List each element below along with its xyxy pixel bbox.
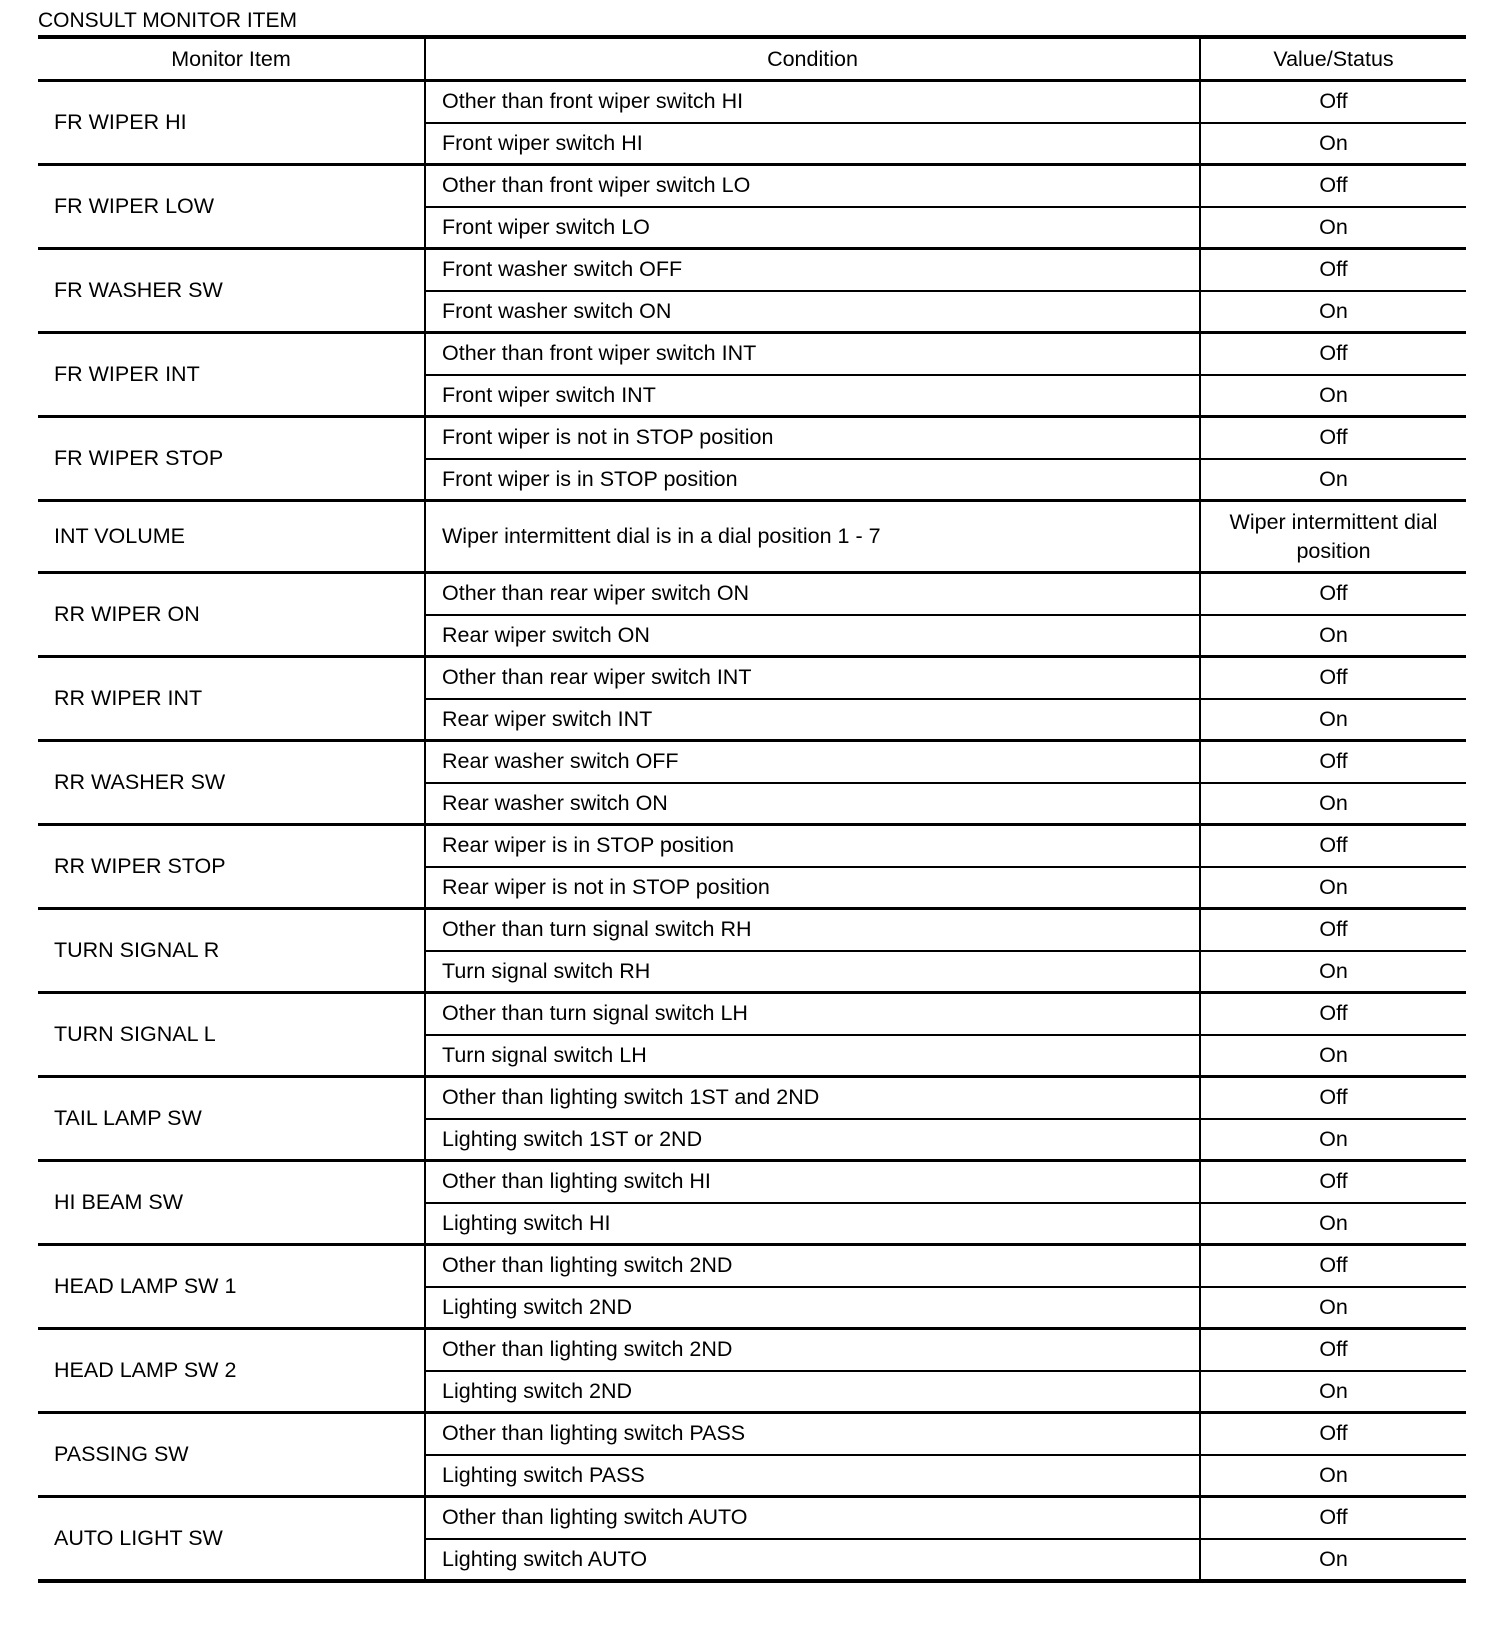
condition-cell: Lighting switch AUTO (425, 1539, 1200, 1581)
condition-cell: Lighting switch PASS (425, 1455, 1200, 1497)
value-status-cell: On (1200, 699, 1466, 741)
condition-cell: Other than turn signal switch LH (425, 993, 1200, 1035)
table-header-row (38, 37, 1466, 81)
monitor-item-cell: RR WIPER ON (38, 573, 425, 657)
condition-cell: Front washer switch OFF (425, 249, 1200, 291)
condition-cell: Other than turn signal switch RH (425, 909, 1200, 951)
value-status-cell: Off (1200, 165, 1466, 207)
condition-cell: Front wiper switch LO (425, 207, 1200, 249)
condition-cell: Turn signal switch RH (425, 951, 1200, 993)
table-row (38, 1413, 1466, 1455)
header-condition: Condition (425, 37, 1200, 81)
value-status-cell: Off (1200, 1245, 1466, 1287)
table-row (38, 333, 1466, 375)
condition-cell: Lighting switch HI (425, 1203, 1200, 1245)
table-row (38, 993, 1466, 1035)
condition-cell: Lighting switch 1ST or 2ND (425, 1119, 1200, 1161)
monitor-item-cell: FR WIPER LOW (38, 165, 425, 249)
condition-cell: Other than lighting switch 2ND (425, 1329, 1200, 1371)
monitor-item-cell: RR WIPER INT (38, 657, 425, 741)
value-status-cell: Off (1200, 249, 1466, 291)
monitor-item-cell: AUTO LIGHT SW (38, 1497, 425, 1581)
condition-cell: Other than lighting switch HI (425, 1161, 1200, 1203)
value-status-cell: On (1200, 615, 1466, 657)
condition-cell: Rear wiper is in STOP position (425, 825, 1200, 867)
condition-cell: Rear washer switch ON (425, 783, 1200, 825)
table-row (38, 81, 1466, 123)
condition-cell: Rear wiper is not in STOP position (425, 867, 1200, 909)
value-status-cell: On (1200, 867, 1466, 909)
monitor-item-cell: HEAD LAMP SW 1 (38, 1245, 425, 1329)
monitor-item-cell: TURN SIGNAL L (38, 993, 425, 1077)
value-status-cell: On (1200, 207, 1466, 249)
table-row (38, 501, 1466, 573)
value-status-cell: On (1200, 459, 1466, 501)
value-status-cell: Off (1200, 825, 1466, 867)
monitor-item-cell: TURN SIGNAL R (38, 909, 425, 993)
table-row (38, 573, 1466, 615)
value-status-cell: Off (1200, 417, 1466, 459)
monitor-item-cell: FR WASHER SW (38, 249, 425, 333)
condition-cell: Front wiper switch INT (425, 375, 1200, 417)
condition-cell: Wiper intermittent dial is in a dial position 1 - 7 (425, 501, 1200, 573)
table-row (38, 165, 1466, 207)
table-row (38, 1077, 1466, 1119)
value-status-cell: On (1200, 1455, 1466, 1497)
condition-cell: Other than lighting switch AUTO (425, 1497, 1200, 1539)
value-status-cell: On (1200, 1287, 1466, 1329)
condition-cell: Front washer switch ON (425, 291, 1200, 333)
monitor-item-cell: HEAD LAMP SW 2 (38, 1329, 425, 1413)
condition-cell: Lighting switch 2ND (425, 1371, 1200, 1413)
value-status-cell: Off (1200, 909, 1466, 951)
value-status-cell: On (1200, 1119, 1466, 1161)
condition-cell: Front wiper is not in STOP position (425, 417, 1200, 459)
condition-cell: Turn signal switch LH (425, 1035, 1200, 1077)
monitor-item-cell: FR WIPER HI (54, 110, 187, 134)
value-status-cell: Off (1200, 81, 1466, 123)
monitor-item-cell: RR WIPER STOP (38, 825, 425, 909)
value-status-cell: Off (1200, 657, 1466, 699)
value-status-cell: Off (1200, 333, 1466, 375)
condition-cell: Rear washer switch OFF (425, 741, 1200, 783)
condition-cell: Rear wiper switch ON (425, 615, 1200, 657)
table-row (38, 249, 1466, 291)
table-row (38, 1245, 1466, 1287)
value-status-cell: Off (1200, 1329, 1466, 1371)
table-row (38, 741, 1466, 783)
value-status-cell: On (1200, 291, 1466, 333)
value-status-cell: On (1200, 375, 1466, 417)
condition-cell: Other than rear wiper switch INT (425, 657, 1200, 699)
value-status-cell: Off (1200, 1413, 1466, 1455)
condition-cell: Other than lighting switch 2ND (425, 1245, 1200, 1287)
monitor-item-cell: FR WIPER INT (38, 333, 425, 417)
monitor-item-cell: INT VOLUME (38, 501, 425, 573)
value-status-cell: Off (1200, 741, 1466, 783)
value-status-cell: On (1200, 1035, 1466, 1077)
condition-cell: Other than front wiper switch HI (425, 81, 1200, 123)
monitor-item-cell: PASSING SW (38, 1413, 425, 1497)
document-title: CONSULT MONITOR ITEM (38, 9, 298, 32)
value-status-cell: Off (1200, 993, 1466, 1035)
table-row (38, 1161, 1466, 1203)
condition-cell: Other than front wiper switch INT (425, 333, 1200, 375)
value-status-cell: On (1200, 1203, 1466, 1245)
condition-cell: Other than rear wiper switch ON (425, 573, 1200, 615)
table-row (38, 657, 1466, 699)
value-status-cell: On (1200, 1371, 1466, 1413)
condition-cell: Rear wiper switch INT (425, 699, 1200, 741)
monitor-item-cell: RR WASHER SW (38, 741, 425, 825)
condition-cell: Other than front wiper switch LO (425, 165, 1200, 207)
value-status-cell: Wiper intermittent dial position (1200, 501, 1466, 573)
table-row (38, 1497, 1466, 1539)
value-status-cell: On (1200, 1539, 1466, 1581)
monitor-item-cell: FR WIPER STOP (38, 417, 425, 501)
condition-cell: Lighting switch 2ND (425, 1287, 1200, 1329)
table-body (38, 81, 1466, 1581)
table-row (38, 1329, 1466, 1371)
value-status-cell: Off (1200, 1077, 1466, 1119)
header-value-status: Value/Status (1200, 37, 1466, 81)
value-status-cell: Off (1200, 1161, 1466, 1203)
condition-cell: Other than lighting switch PASS (425, 1413, 1200, 1455)
value-status-cell: On (1200, 951, 1466, 993)
header-monitor-item: Monitor Item (38, 37, 425, 81)
table-row (38, 909, 1466, 951)
value-status-cell: Off (1200, 1497, 1466, 1539)
value-status-cell: Off (1200, 573, 1466, 615)
condition-cell: Front wiper is in STOP position (425, 459, 1200, 501)
monitor-item-cell: TAIL LAMP SW (38, 1077, 425, 1161)
table-row (38, 417, 1466, 459)
condition-cell: Front wiper switch HI (425, 123, 1200, 165)
value-status-cell: On (1200, 783, 1466, 825)
condition-cell: Other than lighting switch 1ST and 2ND (425, 1077, 1200, 1119)
value-status-cell: On (1200, 123, 1466, 165)
table-row (38, 825, 1466, 867)
monitor-item-cell: HI BEAM SW (38, 1161, 425, 1245)
monitor-item-table (38, 35, 1466, 1583)
